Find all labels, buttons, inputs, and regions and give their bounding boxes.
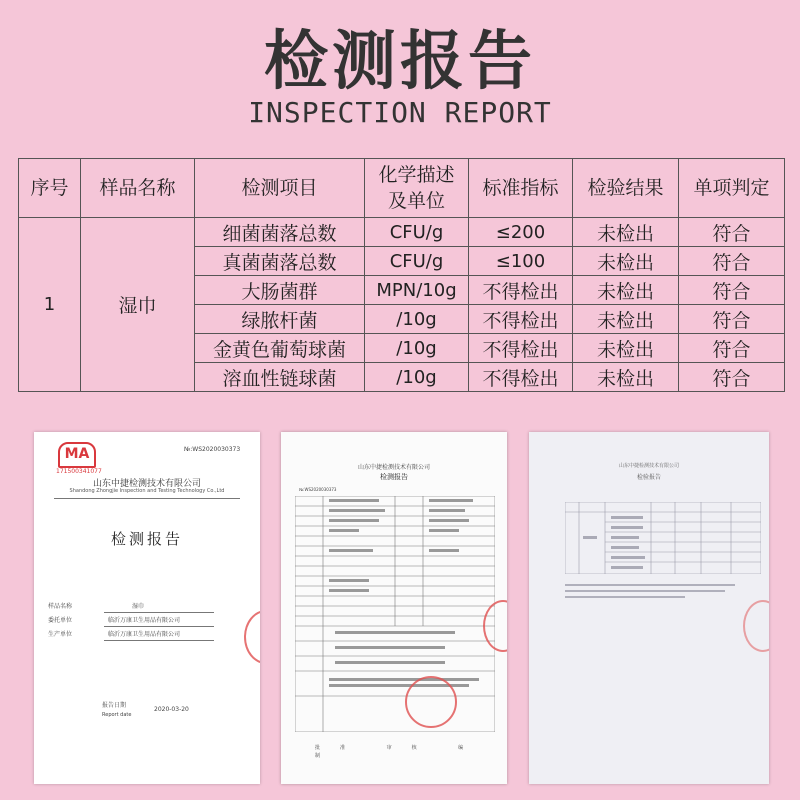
cover-date-label: 报告日期 <box>102 702 127 709</box>
cell-result: 未检出 <box>573 305 679 334</box>
cover-title: 检测报告 <box>110 530 183 548</box>
report-result-page-photo <box>529 432 769 784</box>
divider <box>104 612 214 613</box>
cell-result: 未检出 <box>573 276 679 305</box>
cover-client-value: 临沂万康卫生用品有限公司 <box>108 617 181 624</box>
cover-sample-label: 样品名称 <box>48 603 73 610</box>
cell-standard: 不得检出 <box>469 334 573 363</box>
cell-unit: /10g <box>365 305 469 334</box>
red-seal <box>743 600 769 652</box>
page-subtitle: INSPECTION REPORT <box>248 96 552 129</box>
cell-judgement: 符合 <box>679 218 785 247</box>
page2-company: 山东中捷检测技术有限公司 <box>357 464 430 471</box>
header-index: 序号 <box>19 159 81 218</box>
table-header-row <box>19 159 785 218</box>
cell-unit: CFU/g <box>365 247 469 276</box>
page3-company: 山东中捷检测技术有限公司 <box>618 463 679 469</box>
divider <box>104 640 214 641</box>
cell-unit: /10g <box>365 334 469 363</box>
header-test-item: 检测项目 <box>195 159 365 218</box>
row-sample-name: 湿巾 <box>81 218 195 392</box>
divider <box>104 626 214 627</box>
row-index: 1 <box>19 218 81 392</box>
cell-item: 溶血性链球菌 <box>195 363 365 392</box>
cell-standard: 不得检出 <box>469 305 573 334</box>
cell-result: 未检出 <box>573 334 679 363</box>
cell-judgement: 符合 <box>679 276 785 305</box>
table-row <box>19 218 785 247</box>
report-data-page-photo <box>281 432 507 784</box>
cell-result: 未检出 <box>573 363 679 392</box>
cover-date-label-en: Report date <box>102 712 132 718</box>
cover-date-value: 2020-03-20 <box>154 706 189 713</box>
cell-judgement: 符合 <box>679 363 785 392</box>
cell-item: 真菌菌落总数 <box>195 247 365 276</box>
cover-client-label: 委托单位 <box>48 617 73 624</box>
cma-logo: MA <box>58 442 96 468</box>
cell-item: 细菌菌落总数 <box>195 218 365 247</box>
page2-signature-row: 批准 审核 编制 <box>315 745 484 759</box>
cover-company-en: Shandong Zhongjie Inspection and Testing Technology Co.,Ltd <box>69 488 225 494</box>
cell-result: 未检出 <box>573 247 679 276</box>
cell-standard: 不得检出 <box>469 363 573 392</box>
cell-item: 金黄色葡萄球菌 <box>195 334 365 363</box>
cell-unit: MPN/10g <box>365 276 469 305</box>
report-number: №:WS2020030373 <box>184 446 241 453</box>
page3-title: 检验报告 <box>636 474 661 481</box>
inspection-table <box>18 158 785 392</box>
page2-table-graphic <box>295 496 495 732</box>
cell-standard: ≤200 <box>469 218 573 247</box>
cell-unit: /10g <box>365 363 469 392</box>
red-seal <box>244 610 260 664</box>
divider <box>54 498 240 499</box>
header-sample-name: 样品名称 <box>81 159 195 218</box>
cover-company-cn: 山东中捷检测技术有限公司 <box>92 479 201 489</box>
cell-judgement: 符合 <box>679 334 785 363</box>
header-judgement: 单项判定 <box>679 159 785 218</box>
page3-table-graphic <box>565 502 761 574</box>
cell-result: 未检出 <box>573 218 679 247</box>
report-cover-photo <box>34 432 260 784</box>
cell-judgement: 符合 <box>679 305 785 334</box>
cell-standard: ≤100 <box>469 247 573 276</box>
cover-maker-label: 生产单位 <box>48 631 73 638</box>
cell-standard: 不得检出 <box>469 276 573 305</box>
header-unit: 化学描述 及单位 <box>365 159 469 218</box>
page2-report-number: №:WS2020030373 <box>299 487 337 492</box>
red-seal <box>405 676 457 728</box>
cell-item: 绿脓杆菌 <box>195 305 365 334</box>
cell-unit: CFU/g <box>365 218 469 247</box>
cell-item: 大肠菌群 <box>195 276 365 305</box>
page2-title: 检测报告 <box>380 473 408 481</box>
header-standard: 标准指标 <box>469 159 573 218</box>
cover-maker-value: 临沂万康卫生用品有限公司 <box>108 631 181 638</box>
cover-sample-value: 湿巾 <box>132 603 145 610</box>
page3-notes-graphic <box>565 582 745 602</box>
page-title: 检测报告 <box>264 25 536 99</box>
cma-number: 171500341077 <box>56 468 102 475</box>
header-result: 检验结果 <box>573 159 679 218</box>
cell-judgement: 符合 <box>679 247 785 276</box>
